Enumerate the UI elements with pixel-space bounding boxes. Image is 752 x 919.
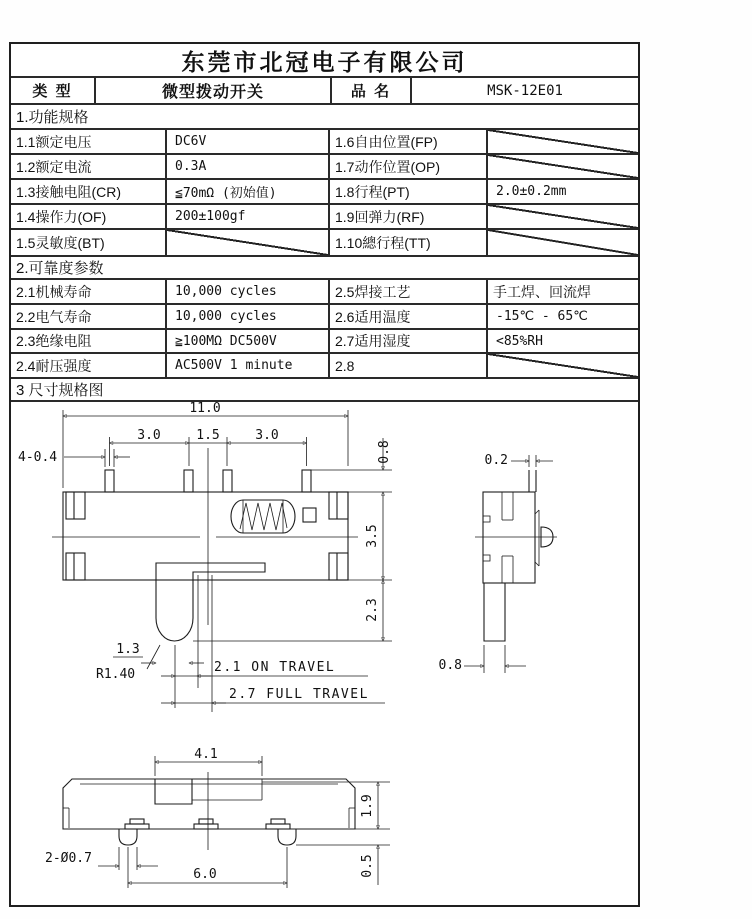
dim-lever-width: 1.3 xyxy=(116,642,140,657)
section2-header-row xyxy=(11,255,638,278)
spec-value: 10,000 cycles xyxy=(165,280,328,303)
spec-label: 1.1额定电压 xyxy=(16,133,92,150)
spec-value: 手工焊、回流焊 xyxy=(486,280,638,303)
spec-label: 1.6自由位置(FP) xyxy=(328,130,486,153)
spec-label: 2.3绝缘电阻 xyxy=(16,333,92,349)
diagonal-slash xyxy=(488,230,638,255)
table-row xyxy=(11,228,638,255)
dim-pin-holes: 2-Ø0.7 xyxy=(45,851,92,866)
name-value-cell: MSK-12E01 xyxy=(410,78,638,103)
dim-overall-width: 11.0 xyxy=(189,401,221,416)
table-row xyxy=(11,303,638,328)
spec-value: 0.3A xyxy=(165,155,328,178)
section3-title: 3 尺寸规格图 xyxy=(16,382,104,399)
section2-title: 2.可靠度参数 xyxy=(16,260,104,277)
dim-pitch-right: 3.0 xyxy=(255,428,279,443)
spec-value-empty xyxy=(165,230,328,255)
spec-value: AC500V 1 minute xyxy=(165,354,328,377)
table-row xyxy=(11,352,638,377)
dim-lever-drop: 2.3 xyxy=(365,598,380,622)
spec-label: 2.7适用湿度 xyxy=(328,330,486,352)
spec-label: 1.10總行程(TT) xyxy=(328,230,486,255)
spec-label: 2.2电气寿命 xyxy=(16,308,92,325)
dim-body-height: 3.5 xyxy=(365,524,380,548)
diagonal-slash xyxy=(488,155,638,178)
company-title-row xyxy=(11,44,638,76)
spec-value: DC6V xyxy=(165,130,328,153)
type-value-cell: 微型拨动开关 xyxy=(94,78,330,103)
diagonal-slash xyxy=(488,354,638,377)
table-row xyxy=(11,128,638,153)
spec-label: 1.5灵敏度(BT) xyxy=(16,234,105,251)
bottom-view-drawing xyxy=(45,747,390,888)
spec-label: 1.9回弹力(RF) xyxy=(328,205,486,228)
spec-value-empty xyxy=(486,205,638,228)
table-row xyxy=(11,153,638,178)
spec-label: 1.7动作位置(OP) xyxy=(328,155,486,178)
spec-value: 200±100gf xyxy=(165,205,328,228)
dim-full-travel: 2.7 FULL TRAVEL xyxy=(229,687,369,702)
type-name-row xyxy=(11,76,638,103)
spec-value: ≦70mΩ (初始值) xyxy=(165,180,328,203)
spec-label: 1.3接触电阻(CR) xyxy=(16,183,122,200)
dim-pin-span: 6.0 xyxy=(193,867,217,882)
diagonal-slash xyxy=(167,230,328,255)
dim-pitch-left: 3.0 xyxy=(137,428,161,443)
dim-bottom-body-height: 1.9 xyxy=(360,794,375,818)
spec-value: 2.0±0.2mm xyxy=(486,180,638,203)
dim-tab-width: 0.2 xyxy=(484,453,508,468)
spec-value-empty xyxy=(486,354,638,377)
spec-label: 1.2额定电流 xyxy=(16,158,92,175)
table-row xyxy=(11,328,638,352)
side-view-drawing xyxy=(439,453,557,673)
name-label-cell: 品 名 xyxy=(330,78,410,103)
spec-value: <85%RH xyxy=(486,330,638,352)
spec-label: 1.4操作力(OF) xyxy=(16,208,107,225)
table-row xyxy=(11,178,638,203)
dimension-drawing xyxy=(11,400,639,903)
diagonal-slash xyxy=(488,130,638,153)
type-label-cell: 类 型 xyxy=(32,83,73,100)
company-name: 东莞市北冠电子有限公司 xyxy=(181,48,468,75)
section1-title: 1.功能规格 xyxy=(16,109,89,126)
diagonal-slash xyxy=(488,205,638,228)
dim-on-travel: 2.1 ON TRAVEL xyxy=(214,660,336,675)
spec-value: -15℃ - 65℃ xyxy=(486,305,638,328)
dim-side-pin-width: 0.8 xyxy=(438,658,462,673)
dim-pin-height: 0.8 xyxy=(377,440,392,464)
front-view-dimensions xyxy=(18,401,392,703)
spec-value-empty xyxy=(486,155,638,178)
spec-label: 2.6适用温度 xyxy=(328,305,486,328)
dim-slot-width: 4.1 xyxy=(194,747,218,762)
table-row xyxy=(11,203,638,228)
spec-value: 10,000 cycles xyxy=(165,305,328,328)
spec-value: ≧100MΩ DC500V xyxy=(165,330,328,352)
spec-label: 2.4耐压强度 xyxy=(16,357,92,374)
spec-label: 1.8行程(PT) xyxy=(328,180,486,203)
table-row xyxy=(11,278,638,303)
dim-pin-width: 4-0.4 xyxy=(18,450,58,465)
spec-label: 2.5焊接工艺 xyxy=(328,280,486,303)
section3-header-row xyxy=(11,377,638,400)
dim-lever-radius: R1.40 xyxy=(96,667,136,682)
dim-pitch-mid: 1.5 xyxy=(196,428,220,443)
spec-value-empty xyxy=(486,130,638,153)
spec-value-empty xyxy=(486,230,638,255)
spec-label: 2.8 xyxy=(328,354,486,377)
section1-header-row xyxy=(11,103,638,128)
spec-label: 2.1机械寿命 xyxy=(16,283,92,300)
dim-pin-drop: 0.5 xyxy=(360,854,375,878)
